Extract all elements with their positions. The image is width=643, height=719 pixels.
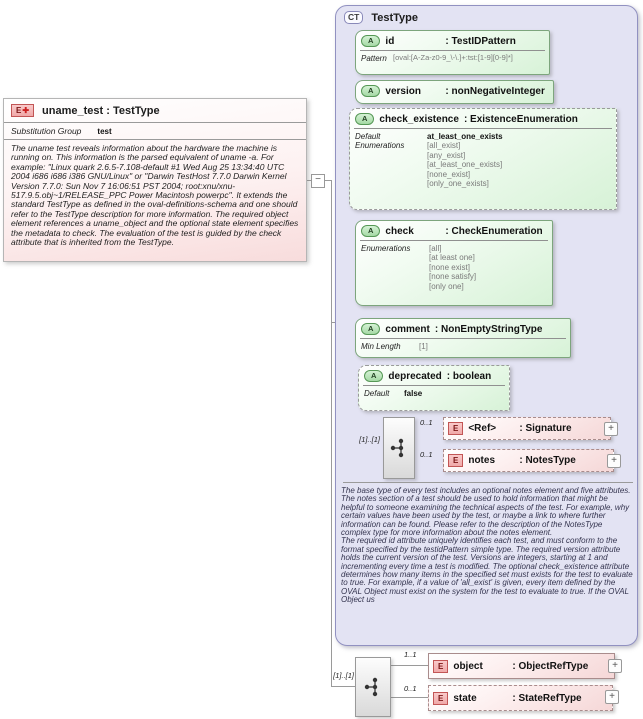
expand-button[interactable]: + — [604, 422, 618, 436]
enum-value: [any_exist] — [427, 150, 466, 160]
facet-label: Enumerations — [355, 141, 405, 151]
divider — [343, 482, 633, 483]
attribute-type: : nonNegativeInteger — [445, 85, 545, 97]
attribute-box-check-existence[interactable] — [349, 108, 617, 210]
element-box-state[interactable] — [428, 685, 613, 711]
element-occurrence: 0..1 — [420, 450, 433, 459]
attribute-icon: A — [361, 323, 380, 335]
element-name: object — [453, 660, 483, 672]
enum-value: [at least one] — [429, 253, 475, 263]
element-box-uname-test[interactable] — [3, 98, 307, 262]
element-name: <Ref> — [468, 423, 497, 434]
sequence-glyph — [364, 676, 382, 698]
facet-value: at_least_one_exists — [427, 132, 503, 141]
facet-label: Default — [364, 389, 390, 398]
enum-value: [none satisfy] — [429, 272, 477, 282]
attribute-name: version — [385, 85, 421, 97]
attribute-icon: A — [361, 85, 380, 97]
attribute-type: : TestIDPattern — [445, 35, 516, 47]
element-icon: E — [433, 660, 448, 673]
enum-value: [at_least_one_exists] — [427, 160, 503, 170]
attribute-name: deprecated — [388, 370, 442, 382]
connector-line — [331, 180, 332, 686]
complex-type-header — [336, 6, 637, 29]
enum-value: [only_one_exists] — [427, 179, 489, 189]
element-box-object[interactable] — [428, 653, 615, 679]
enum-value: [only one] — [429, 281, 464, 291]
facet-label: Pattern — [361, 54, 387, 63]
documentation-paragraph: The required id attribute uniquely identifies each test, and must conform to the format specified by the testidPattern simple type. The required version attribute holds the current version of the test. Versions are integers, starting at 1 and incrementing every time a test is modified. The optional check_existence attribute determines how many items in the specified set must exists for the test to evaluate to true. For example, if a value of 'all_exist' is given, every item defined by the OVAL Object must exist on the system for the test to evaluate to true. If the OVAL Object us — [341, 536, 633, 605]
enum-value: [all_exist] — [427, 141, 461, 151]
facet-label: Default — [355, 132, 381, 141]
attribute-box-check[interactable] — [355, 220, 553, 306]
facet-label: Enumerations — [361, 244, 411, 253]
tree-line — [389, 697, 428, 698]
substitution-group-label: Substitution Group — [11, 126, 82, 136]
sequence-glyph — [390, 437, 408, 459]
element-documentation: The uname test reveals information about the hardware the machine is running on. This information is the parsed equivalent of uname -a. For example: "Linux quark 2.6.5-7.108-default #1 Wed Aug 25 13:34:40 UTC 2004 i686 i686 i386 GNU/Linux" or "Darwin TestHost 7.7.0 Darwin Kernel Version 7.7.0: Sun Nov 7 16:06:51 PST 2004; root:xnu/xnu-517.9.5.obj~1/RELEASE_PPC Power Macintosh powerpc". It extends the standard TestType as defined in the oval-definitions-schema and one should refer to the TestType description for more information. The required object element references a uname_object and the optional state element specifies the metadata to check. The evaluation of the test is guided by the check attribute that is inherited from the TestType. — [11, 143, 299, 248]
expand-button[interactable]: + — [607, 454, 621, 468]
connector-line — [331, 686, 356, 687]
attribute-type: : NonEmptyStringType — [434, 323, 543, 335]
element-icon: E — [433, 692, 448, 705]
complex-type-documentation — [341, 487, 633, 605]
sequence-icon[interactable] — [383, 417, 415, 479]
attribute-icon: A — [361, 35, 380, 47]
element-type: : ObjectRefType — [512, 660, 589, 672]
attribute-icon: A — [361, 225, 380, 237]
sequence-occurrence: [1]..[1] — [359, 435, 380, 444]
tree-line — [389, 665, 428, 666]
expand-button[interactable]: + — [605, 690, 619, 704]
attribute-name: check_existence — [379, 113, 459, 125]
element-name: notes — [468, 455, 496, 466]
element-box-notes[interactable] — [443, 449, 614, 472]
facet-value: [oval:[A-Za-z0-9_\-\.]+:tst:[1-9][0-9]*] — [393, 53, 513, 62]
facet-label: Min Length — [361, 342, 401, 351]
enum-value: [all] — [429, 244, 442, 253]
attribute-box-comment[interactable] — [355, 318, 571, 358]
attribute-box-id[interactable] — [355, 30, 550, 75]
element-occurrence: 0..1 — [420, 418, 433, 427]
element-icon: E — [448, 454, 463, 467]
element-occurrence: 0..1 — [404, 684, 417, 693]
attribute-type: : boolean — [446, 370, 492, 382]
element-header — [4, 99, 306, 122]
attribute-icon: A — [364, 370, 383, 382]
complex-type-icon: CT — [344, 11, 363, 24]
facet-value: false — [404, 389, 423, 398]
enum-value: [none exist] — [429, 262, 470, 272]
element-icon: E — [448, 422, 463, 435]
element-icon-letter: E — [16, 106, 22, 115]
facet-value: [1] — [419, 342, 428, 351]
sequence-occurrence: [1]..[1] — [333, 671, 354, 680]
element-name: state — [453, 692, 477, 704]
collapse-toggle[interactable]: − — [311, 174, 325, 188]
complex-type-title: TestType — [371, 11, 419, 24]
substitution-plus-icon: ✚ — [22, 106, 30, 115]
element-occurrence: 1..1 — [404, 650, 417, 659]
enum-value: [none_exist] — [427, 169, 471, 179]
element-type: : NotesType — [519, 455, 576, 466]
element-title: uname_test : TestType — [42, 104, 160, 117]
attribute-name: comment — [385, 323, 430, 335]
substitution-element-icon — [11, 104, 34, 117]
documentation-paragraph: The base type of every test includes an optional notes element and five attributes. The notes section of a test should be used to hold information that might be helpful to someone examining the technical aspects of the test. For example, why certain values have been used by the test, or maybe a link to where further information can be found. Please refer to the description of the NotesType complex type for more information about the notes element. — [341, 486, 631, 538]
expand-button[interactable]: + — [608, 659, 622, 673]
attribute-box-deprecated[interactable] — [358, 365, 510, 411]
attribute-name: check — [385, 225, 414, 237]
attribute-name: id — [385, 35, 395, 47]
element-type: : Signature — [519, 423, 572, 434]
substitution-group-value: test — [97, 127, 112, 136]
element-type: : StateRefType — [512, 692, 582, 704]
sequence-icon[interactable] — [355, 657, 391, 717]
attribute-box-version[interactable] — [355, 80, 554, 104]
element-box-signature-ref[interactable] — [443, 417, 611, 440]
attribute-type: : ExistenceEnumeration — [463, 113, 578, 125]
attribute-icon: A — [355, 113, 374, 125]
attribute-type: : CheckEnumeration — [445, 225, 543, 237]
